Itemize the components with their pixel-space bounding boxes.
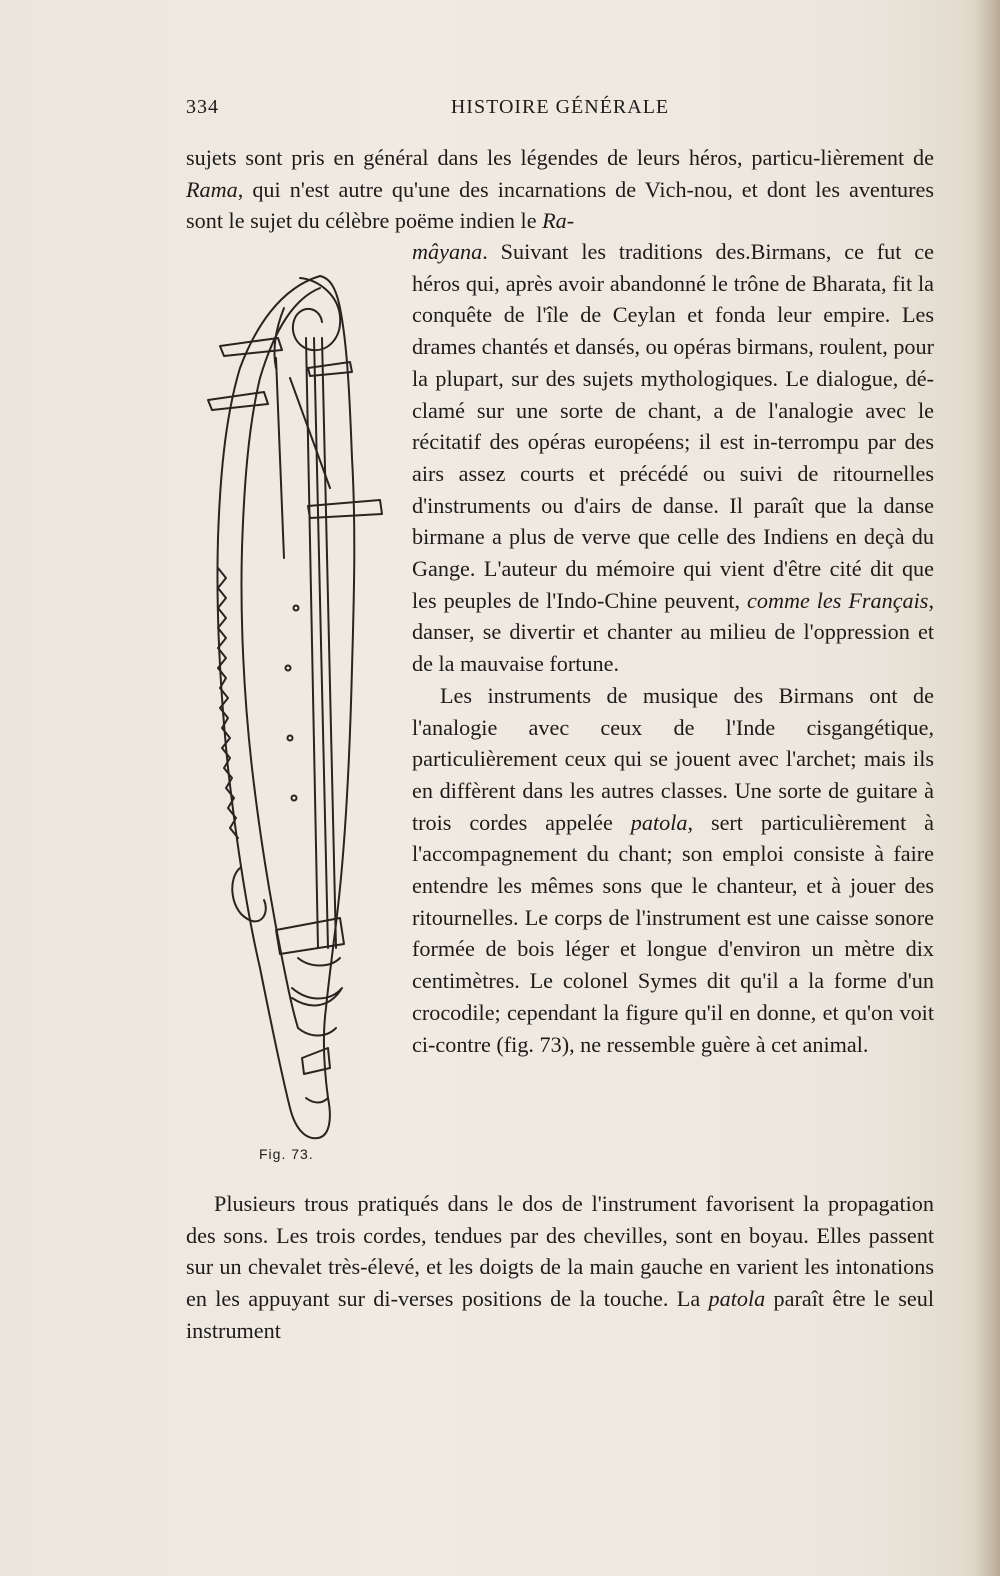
page-edge-shadow — [974, 0, 1000, 1576]
figure-caption: Fig. 73. — [259, 1146, 314, 1162]
text-run: Plusieurs trous pratiqués dans le dos de l'instrument favorisent la propagation des sons. Les trois cordes, tendues par des chevilles, sont en boyau. Elles passent sur un chevalet très-élevé, et les doigts de la main gauche en varient les intonations en les appuyant sur di-verses positions de la touche. La — [186, 1191, 934, 1312]
page-number: 334 — [186, 96, 219, 118]
paragraph-3 — [186, 1188, 934, 1347]
text-run: sujets sont pris en général dans les légendes de leurs héros, particu-lièrement de — [186, 145, 934, 170]
text-run: Les instruments de musique des Birmans ont de l'analogie avec ceux de l'Inde cisgangétique, particulièrement ceux qui se jouent avec l'archet; mais ils en diffèrent dans les autres classes. Une sorte de guitare à trois cordes appelée — [412, 682, 934, 835]
text-run: . Suivant les traditions des.Birmans, ce fut ce héros qui, après avoir abandonné le trône de Bharata, fit la conquête de l'île de Ceylan et fonda leur empire. Les drames chantés et dansés, ou opéras birmans, roulent, pour la plupart, sur des sujets mythologiques. Le dialogue, dé-clamé sur une sorte de chant, a de l'analogie avec le récitatif des opéras européens; il est in-terrompu par des airs assez courts et précédé ou suivi de ritournelles d'instruments ou d'airs de danse. Il paraît que la danse birmane a plus de verve que celle des Indiens en deçà du Gange. L'auteur du mémoire qui vient d'être cité dit que les peuples de l'Indo-Chine peuvent, — [412, 239, 934, 613]
paragraph-2 — [412, 680, 934, 1060]
crocodile-zither-illustration — [180, 268, 400, 1168]
text-run: paraît être le seul instrument — [186, 1286, 934, 1343]
text-run: , danser, se divertir et chanter au milieu de l'oppression et de la mauvaise fortune. — [412, 587, 934, 677]
italic-ramayana: Ra- — [542, 208, 575, 234]
italic-patola: patola — [708, 1286, 766, 1312]
italic-rama: Rama — [186, 176, 238, 202]
paragraph-1-top — [186, 142, 934, 237]
italic-ramayana-continued: mâyana — [412, 239, 483, 264]
text-run: , sert particulièrement à l'accompagnement du chant; son emploi consiste à faire entendre les mêmes sons que le chanteur, et à jouer des ritournelles. Le corps de l'instrument est une caisse sonore formée de bois léger et longue d'environ un mètre dix centimètres. Le colonel Symes dit qu'il a la forme d'un crocodile; cependant la figure qu'il en donne, et qu'on voit ci-contre (fig. 73), ne ressemble guère à cet animal. — [412, 809, 934, 1057]
paragraph-1-continued — [412, 236, 934, 680]
running-header — [186, 96, 934, 130]
side-column-text — [412, 236, 934, 1060]
running-title: HISTOIRE GÉNÉRALE — [450, 96, 670, 118]
italic-patola: patola — [630, 809, 688, 835]
text-run: , qui n'est autre qu'une des incarnations de Vich-nou, et dont les aventures sont le sujet du célèbre poëme indien le — [186, 176, 934, 234]
italic-comme-les-francais: comme les Français — [747, 587, 929, 613]
